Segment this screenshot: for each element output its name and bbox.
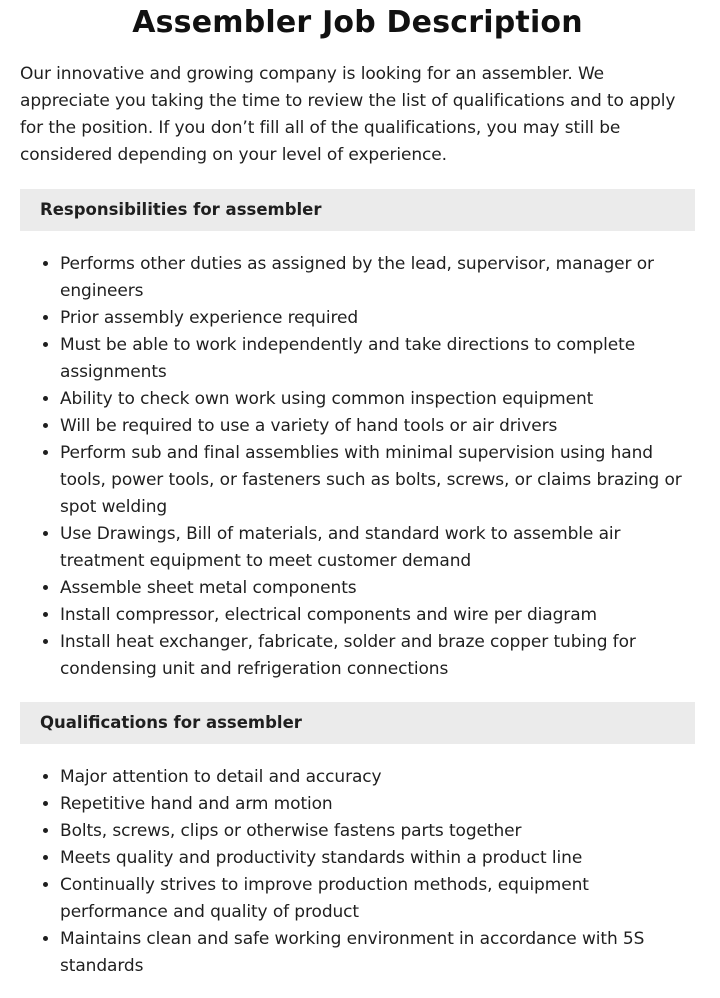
- list-item: • Use Drawings, Bill of materials, and standard work to assemble air treatment equipment to meet customer demand: [60, 521, 695, 575]
- list-item: • Maintains clean and safe working environment in accordance with 5S standards: [60, 926, 695, 980]
- list-item: • Assemble sheet metal components: [60, 575, 695, 602]
- list-item: • Prior assembly experience required: [60, 305, 695, 332]
- list-item: • Meets quality and productivity standards within a product line: [60, 845, 695, 872]
- list-item: • Performs other duties as assigned by the lead, supervisor, manager or engineers: [60, 251, 695, 305]
- responsibilities-list: [20, 251, 695, 683]
- intro-paragraph: Our innovative and growing company is looking for an assembler. We appreciate you taking the time to review the list of qualifications and to apply for the position. If you don’t fill all of the qualifications, you may still be considered depending on your level of experience.: [20, 64, 676, 165]
- list-item: • Continually strives to improve production methods, equipment performance and quality of product: [60, 872, 695, 926]
- qualifications-heading: Qualifications for assembler: [20, 702, 695, 744]
- list-item: • Bolts, screws, clips or otherwise fastens parts together: [60, 818, 695, 845]
- page-title: Assembler Job Description: [132, 5, 583, 40]
- list-item: • Install compressor, electrical components and wire per diagram: [60, 602, 695, 629]
- list-item: • Major attention to detail and accuracy: [60, 764, 695, 791]
- qualifications-list: [20, 764, 695, 980]
- list-item: • Ability to check own work using common inspection equipment: [60, 386, 695, 413]
- list-item: • Will be required to use a variety of hand tools or air drivers: [60, 413, 695, 440]
- list-item: • Must be able to work independently and take directions to complete assignments: [60, 332, 695, 386]
- list-item: • Perform sub and final assemblies with minimal supervision using hand tools, power tools, or fasteners such as bolts, screws, or claims brazing or spot welding: [60, 440, 695, 521]
- responsibilities-heading: Responsibilities for assembler: [20, 189, 695, 231]
- list-item: • Repetitive hand and arm motion: [60, 791, 695, 818]
- list-item: • Install heat exchanger, fabricate, solder and braze copper tubing for condensing unit and refrigeration connections: [60, 629, 695, 683]
